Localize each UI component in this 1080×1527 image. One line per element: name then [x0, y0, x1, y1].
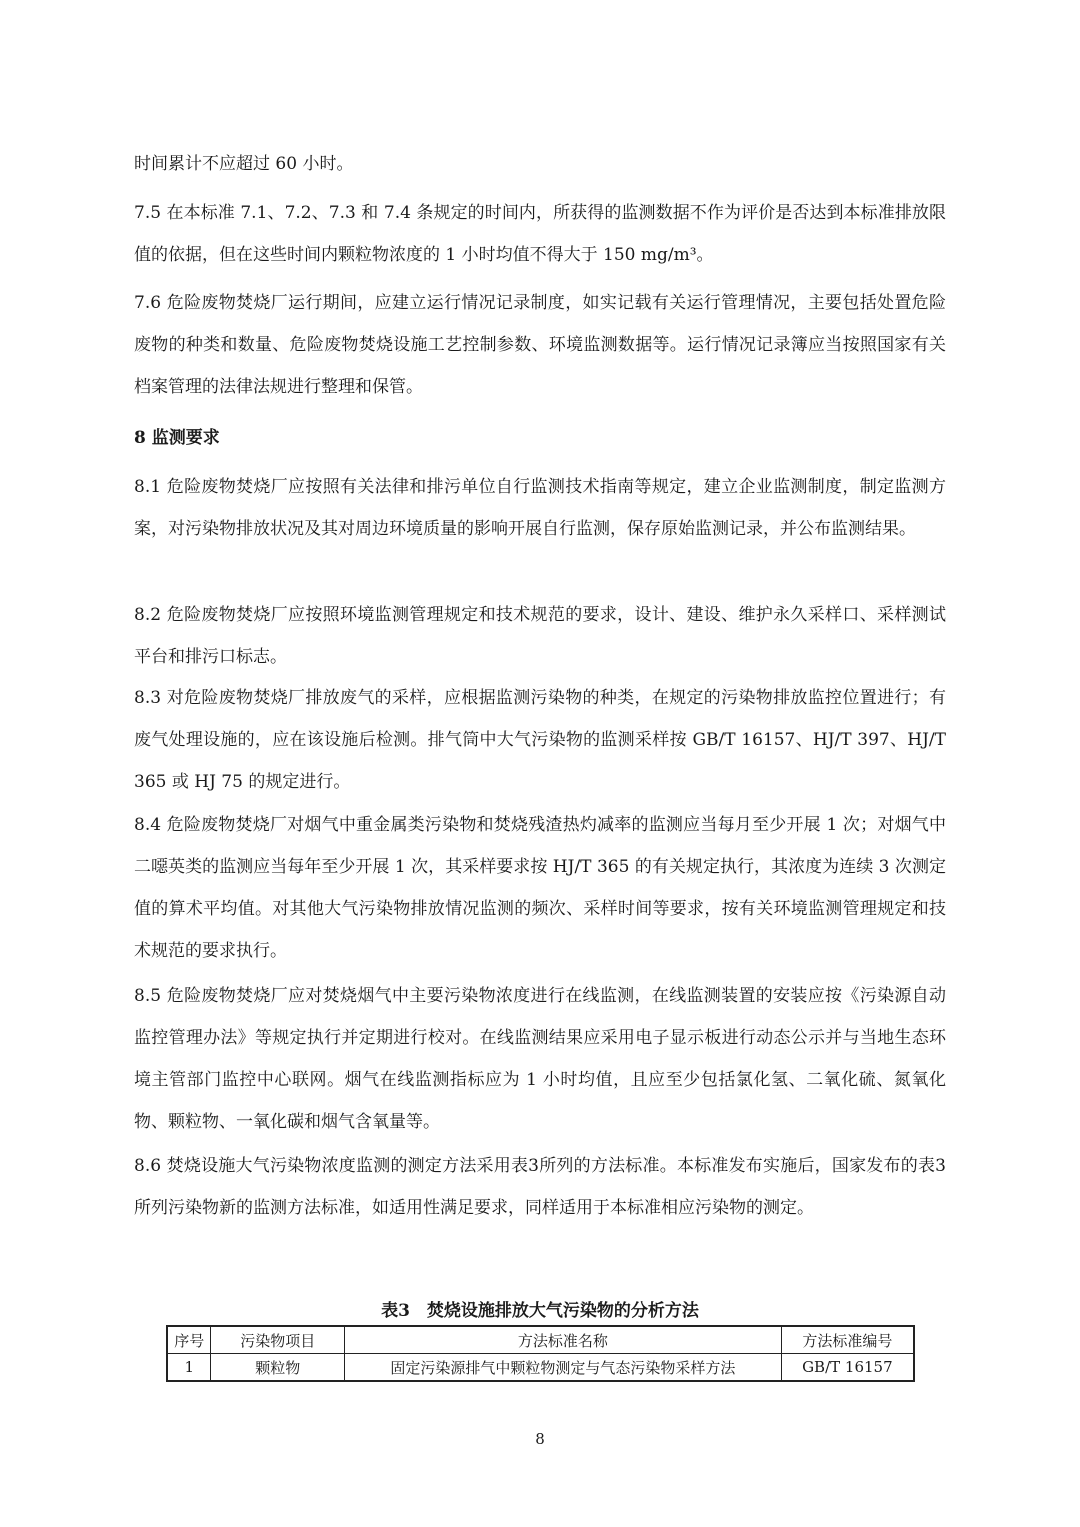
paragraph-8-1: 8.1 危险废物焚烧厂应按照有关法律和排污单位自行监测技术指南等规定，建立企业监测制度，制定监测方案，对污染物排放状况及其对周边环境质量的影响开展自行监测，保存原始监测记录，并公布监测结果。 [134, 477, 946, 539]
cell-index: 1 [167, 1354, 211, 1382]
header-method-name: 方法标准名称 [345, 1326, 782, 1354]
paragraph-8-6: 8.6 焚烧设施大气污染物浓度监测的测定方法采用表3所列的方法标准。本标准发布实施后，国家发布的表3所列污染物新的监测方法标准，如适用性满足要求，同样适用于本标准相应污染物的测定。 [134, 1156, 946, 1218]
header-index: 序号 [167, 1326, 211, 1354]
paragraph-8-3: 8.3 对危险废物焚烧厂排放废气的采样，应根据监测污染物的种类，在规定的污染物排放监控位置进行；有废气处理设施的，应在该设施后检测。排气筒中大气污染物的监测采样按 GB/T 16157、HJ/T 397、HJ/T 365 或 HJ 75 的规定进行。 [134, 688, 946, 792]
cell-method-code: GB/T 16157 [781, 1354, 914, 1382]
paragraph-7-5: 7.5 在本标准 7.1、7.2、7.3 和 7.4 条规定的时间内，所获得的监测数据不作为评价是否达到本标准排放限值的依据，但在这些时间内颗粒物浓度的 1 小时均值不得大于 150 mg/m³。 [134, 203, 946, 265]
paragraph-8-5: 8.5 危险废物焚烧厂应对焚烧烟气中主要污染物浓度进行在线监测，在线监测装置的安装应按《污染源自动监控管理办法》等规定执行并定期进行校对。在线监测结果应采用电子显示板进行动态公示并与当地生态环境主管部门监控中心联网。烟气在线监测指标应为 1 小时均值，且应至少包括氯化氢、二氧化硫、氮氧化物、颗粒物、一氧化碳和烟气含氧量等。 [134, 986, 946, 1132]
table-header-row [167, 1326, 914, 1354]
table-row [167, 1354, 914, 1382]
analysis-methods-table [166, 1325, 915, 1382]
paragraph-7-6: 7.6 危险废物焚烧厂运行期间，应建立运行情况记录制度，如实记载有关运行管理情况，主要包括处置危险废物的种类和数量、危险废物焚烧设施工艺控制参数、环境监测数据等。运行情况记录簿应当按照国家有关档案管理的法律法规进行整理和保管。 [134, 293, 946, 397]
cell-pollutant: 颗粒物 [211, 1354, 345, 1382]
header-method-code: 方法标准编号 [781, 1326, 914, 1354]
section-heading-8: 8 监测要求 [134, 428, 220, 448]
paragraph-8-4: 8.4 危险废物焚烧厂对烟气中重金属类污染物和焚烧残渣热灼减率的监测应当每月至少开展 1 次；对烟气中二噁英类的监测应当每年至少开展 1 次，其采样要求按 HJ/T 365 的有关规定执行，其浓度为连续 3 次测定值的算术平均值。对其他大气污染物排放情况监测的频次、采样时间等要求，按有关环境监测管理规定和技术规范的要求执行。 [134, 815, 946, 961]
header-pollutant: 污染物项目 [211, 1326, 345, 1354]
paragraph-continuation: 时间累计不应超过 60 小时。 [134, 154, 354, 174]
table-caption: 表3 焚烧设施排放大气污染物的分析方法 [381, 1301, 699, 1321]
cell-method-name: 固定污染源排气中颗粒物测定与气态污染物采样方法 [345, 1354, 782, 1382]
page-number: 8 [535, 1430, 545, 1448]
paragraph-8-2: 8.2 危险废物焚烧厂应按照环境监测管理规定和技术规范的要求，设计、建设、维护永久采样口、采样测试平台和排污口标志。 [134, 605, 946, 667]
